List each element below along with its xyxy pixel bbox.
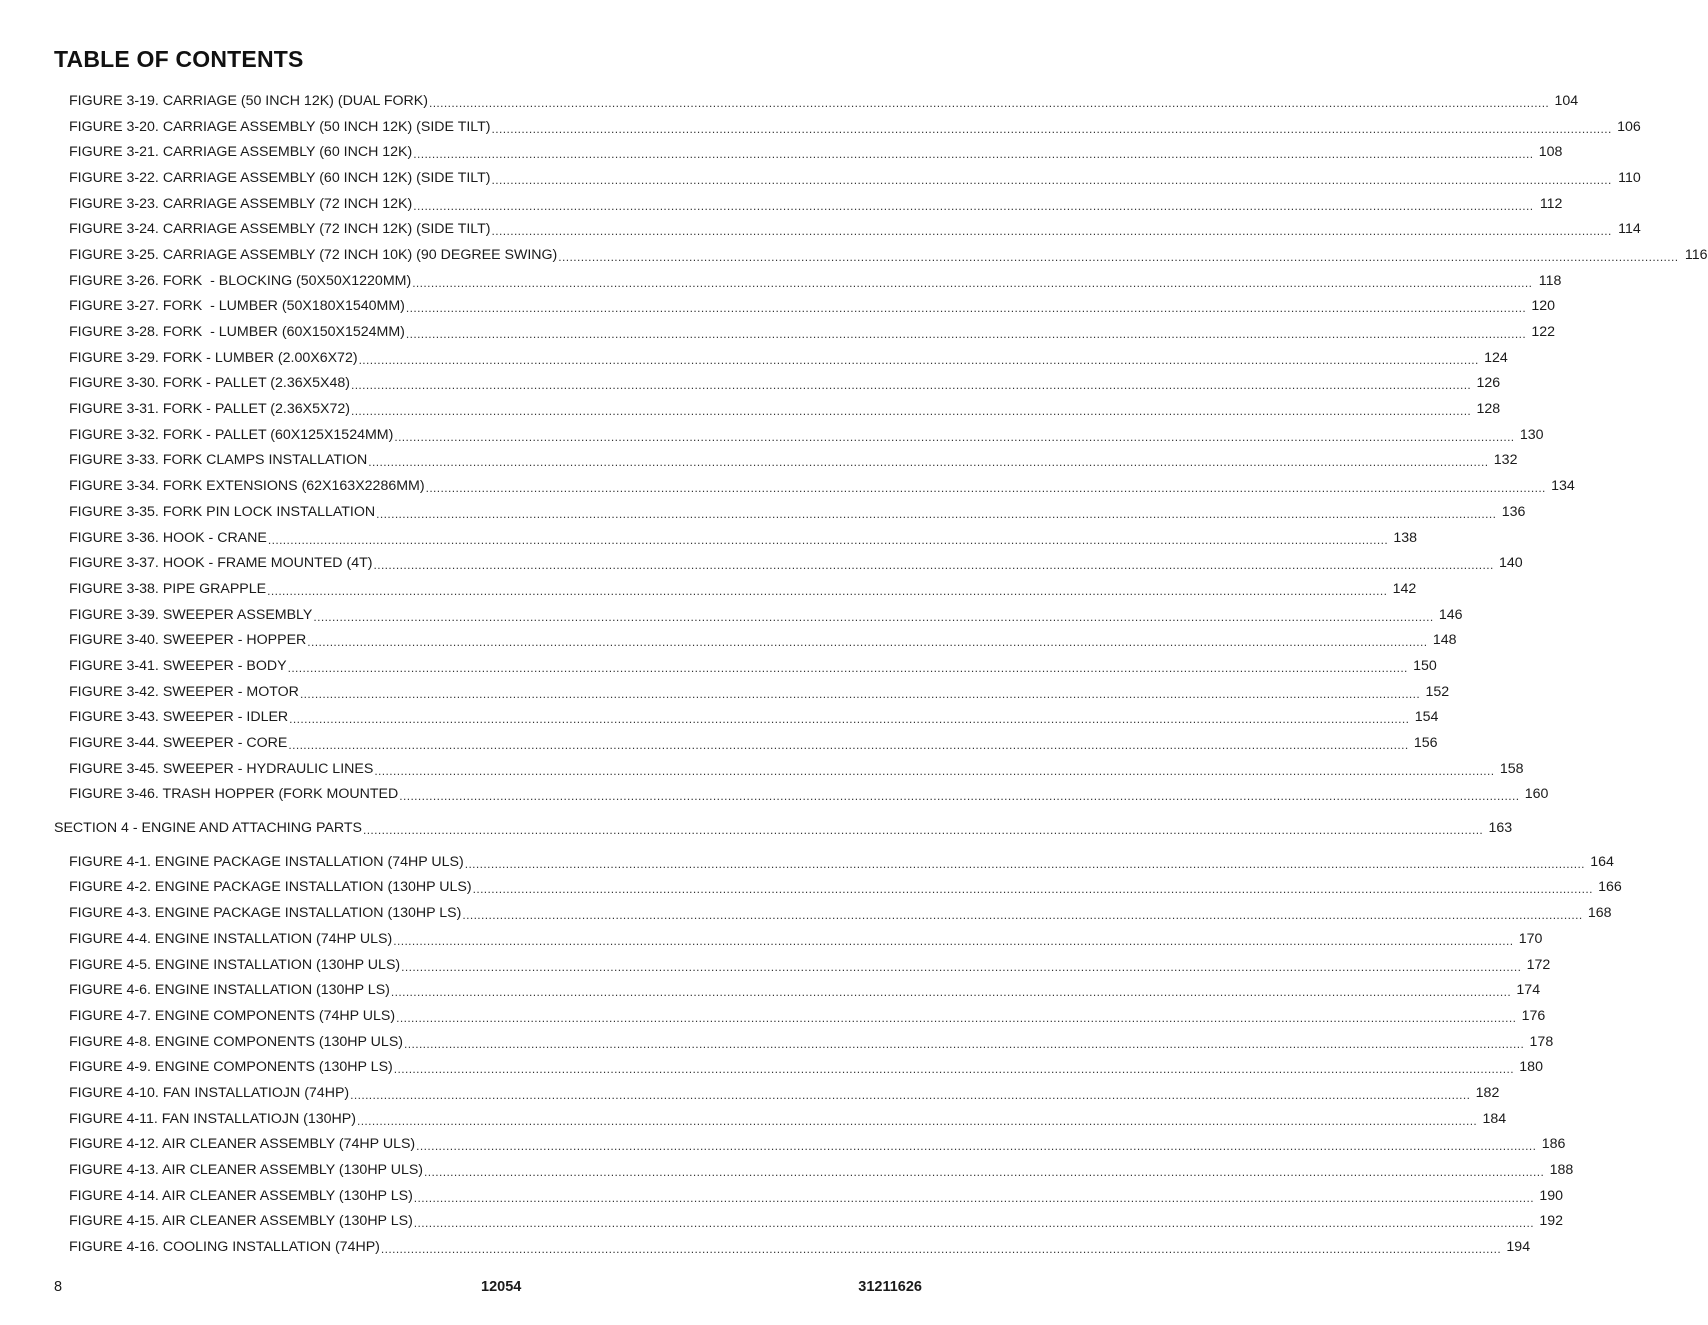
toc-entry-page: 160	[1524, 786, 1549, 803]
toc-leader-dots: ............................................................................................................................................................................................................................................................................................................	[405, 301, 1527, 316]
toc-entry-label: FIGURE 3-25. CARRIAGE ASSEMBLY (72 INCH 10K) (90 DEGREE SWING)	[69, 246, 558, 263]
toc-entry-page: 146	[1438, 606, 1463, 623]
toc-entry-page: 154	[1414, 709, 1439, 726]
toc-entry-label: FIGURE 3-40. SWEEPER - HOPPER	[69, 632, 307, 649]
toc-figure-entry[interactable]	[54, 550, 1523, 576]
toc-entry-page: 148	[1432, 632, 1457, 649]
toc-entry-page: 114	[1618, 221, 1641, 238]
toc-figure-entry[interactable]	[54, 396, 1501, 422]
toc-figure-entry[interactable]	[54, 242, 1708, 268]
toc-leader-dots: ............................................................................................................................................................................................................................................................................................................	[374, 763, 1495, 778]
toc-entry-page: 130	[1519, 426, 1544, 443]
toc-figure-entry[interactable]	[54, 1183, 1563, 1209]
toc-leader-dots: ............................................................................................................................................................................................................................................................................................................	[399, 789, 1520, 804]
toc-leader-dots: ............................................................................................................................................................................................................................................................................................................	[396, 1010, 1517, 1025]
toc-entry-label: FIGURE 4-11. FAN INSTALLATIOJN (130HP)	[69, 1110, 356, 1127]
toc-leader-dots: ............................................................................................................................................................................................................................................................................................................	[267, 532, 1389, 547]
toc-entry-label: FIGURE 3-44. SWEEPER - CORE	[69, 735, 288, 752]
toc-entry-label: FIGURE 3-39. SWEEPER ASSEMBLY	[69, 606, 313, 623]
toc-figure-entry[interactable]	[54, 756, 1524, 782]
toc-figure-entry[interactable]	[54, 1106, 1507, 1132]
toc-entry-page: 194	[1506, 1239, 1531, 1256]
footer-center-code: 12054	[481, 1279, 522, 1295]
toc-entry-label: FIGURE 4-15. AIR CLEANER ASSEMBLY (130HP LS)	[69, 1213, 413, 1230]
toc-leader-dots: ............................................................................................................................................................................................................................................................................................................	[358, 352, 1479, 367]
toc-entry-page: 132	[1493, 452, 1518, 469]
page-title: TABLE OF CONTENTS	[54, 46, 304, 72]
toc-entry-label: FIGURE 3-33. FORK CLAMPS INSTALLATION	[69, 452, 368, 469]
toc-entry-label: FIGURE 3-26. FORK - BLOCKING (50X50X1220MM)	[69, 272, 412, 289]
toc-figure-entry[interactable]	[54, 448, 1518, 474]
toc-figure-entry[interactable]	[54, 473, 1575, 499]
toc-entry-label: FIGURE 3-38. PIPE GRAPPLE	[69, 580, 267, 597]
toc-entry-label: FIGURE 3-37. HOOK - FRAME MOUNTED (4T)	[69, 555, 373, 572]
toc-entry-label: FIGURE 3-45. SWEEPER - HYDRAULIC LINES	[69, 760, 374, 777]
toc-entry-label: FIGURE 4-7. ENGINE COMPONENTS (74HP ULS)	[69, 1007, 396, 1024]
toc-figure-entry[interactable]	[54, 1054, 1543, 1080]
toc-entry-label: FIGURE 4-10. FAN INSTALLATIOJN (74HP)	[69, 1084, 350, 1101]
toc-entry-page: 192	[1539, 1213, 1563, 1230]
footer-page-number: 8	[54, 1279, 63, 1295]
toc-leader-dots: ............................................................................................................................................................................................................................................................................................................	[376, 506, 1497, 521]
toc-entry-label: FIGURE 3-43. SWEEPER - IDLER	[69, 709, 289, 726]
toc-entry-page: 128	[1476, 401, 1501, 418]
toc-entry-label: FIGURE 4-14. AIR CLEANER ASSEMBLY (130HP LS)	[69, 1187, 413, 1204]
toc-entry-page: 150	[1413, 657, 1437, 674]
table-of-contents	[54, 88, 1708, 1260]
toc-entry-label: FIGURE 3-41. SWEEPER - BODY	[69, 657, 287, 674]
toc-entry-page: 126	[1476, 375, 1501, 392]
toc-leader-dots: ............................................................................................................................................................................................................................................................................................................	[373, 558, 1494, 573]
toc-entry-label: FIGURE 4-9. ENGINE COMPONENTS (130HP LS)	[69, 1059, 393, 1076]
toc-entry-label: FIGURE 4-13. AIR CLEANER ASSEMBLY (130HP ULS)	[69, 1162, 424, 1179]
toc-entry-label: FIGURE 3-36. HOOK - CRANE	[69, 529, 267, 546]
toc-entry-label: FIGURE 3-31. FORK - PALLET (2.36X5X72)	[69, 401, 350, 418]
toc-figure-entry[interactable]	[54, 875, 1622, 901]
toc-entry-page: 112	[1539, 195, 1563, 212]
toc-leader-dots: ............................................................................................................................................................................................................................................................................................................	[350, 404, 1472, 419]
toc-entry-page: 106	[1617, 118, 1641, 135]
toc-entry-label: FIGURE 3-21. CARRIAGE ASSEMBLY (60 INCH 12K)	[69, 144, 413, 161]
toc-leader-dots: ............................................................................................................................................................................................................................................................................................................	[390, 985, 1512, 1000]
toc-figure-entry[interactable]	[54, 422, 1544, 448]
toc-figure-entry[interactable]	[54, 371, 1501, 397]
toc-leader-dots: ............................................................................................................................................................................................................................................................................................................	[424, 1165, 1545, 1180]
toc-entry-label: FIGURE 3-22. CARRIAGE ASSEMBLY (60 INCH 12K) (SIDE TILT)	[69, 169, 491, 186]
toc-entry-page: 138	[1393, 529, 1418, 546]
toc-leader-dots: ............................................................................................................................................................................................................................................................................................................	[307, 635, 1428, 650]
toc-figure-entry[interactable]	[54, 1003, 1546, 1029]
toc-leader-dots: ............................................................................................................................................................................................................................................................................................................	[350, 378, 1472, 393]
toc-figure-entry[interactable]	[54, 602, 1463, 628]
toc-figure-entry[interactable]	[54, 191, 1563, 217]
toc-entry-label: FIGURE 4-16. COOLING INSTALLATION (74HP)	[69, 1239, 380, 1256]
toc-leader-dots: ............................................................................................................................................................................................................................................................................................................	[289, 712, 1410, 727]
toc-figure-entry[interactable]	[54, 499, 1526, 525]
toc-entry-page: 188	[1549, 1162, 1574, 1179]
toc-leader-dots: ............................................................................................................................................................................................................................................................................................................	[313, 609, 1434, 624]
toc-entry-label: FIGURE 3-23. CARRIAGE ASSEMBLY (72 INCH 12K)	[69, 195, 413, 212]
toc-entry-label: FIGURE 3-24. CARRIAGE ASSEMBLY (72 INCH 12K) (SIDE TILT)	[69, 221, 491, 238]
toc-figure-entry[interactable]	[54, 1080, 1500, 1106]
toc-entry-label: FIGURE 3-29. FORK - LUMBER (2.00X6X72)	[69, 349, 358, 366]
toc-entry-page: 180	[1519, 1059, 1543, 1076]
toc-leader-dots: ............................................................................................................................................................................................................................................................................................................	[491, 224, 1612, 239]
toc-entry-label: FIGURE 4-5. ENGINE INSTALLATION (130HP ULS)	[69, 956, 401, 973]
toc-entry-page: 120	[1531, 298, 1556, 315]
toc-leader-dots: ............................................................................................................................................................................................................................................................................................................	[394, 429, 1515, 444]
toc-leader-dots: ............................................................................................................................................................................................................................................................................................................	[287, 660, 1408, 675]
toc-leader-dots: ............................................................................................................................................................................................................................................................................................................	[368, 455, 1489, 470]
toc-figure-entry[interactable]	[54, 139, 1563, 165]
toc-entry-page: 184	[1482, 1110, 1507, 1127]
toc-entry-label: FIGURE 3-19. CARRIAGE (50 INCH 12K) (DUAL FORK)	[69, 92, 428, 109]
toc-leader-dots: ............................................................................................................................................................................................................................................................................................................	[356, 1113, 1478, 1128]
toc-figure-entry[interactable]	[54, 88, 1579, 114]
toc-entry-page: 170	[1518, 930, 1543, 947]
toc-leader-dots: ............................................................................................................................................................................................................................................................................................................	[413, 1190, 1534, 1205]
toc-leader-dots: ............................................................................................................................................................................................................................................................................................................	[405, 327, 1527, 342]
toc-figure-entry[interactable]	[54, 114, 1641, 140]
toc-figure-entry[interactable]	[54, 1157, 1574, 1183]
toc-entry-label: FIGURE 3-32. FORK - PALLET (60X125X1524MM)	[69, 426, 394, 443]
toc-entry-label: FIGURE 4-12. AIR CLEANER ASSEMBLY (74HP ULS)	[69, 1136, 416, 1153]
toc-figure-entry[interactable]	[54, 1132, 1566, 1158]
toc-entry-label: FIGURE 4-3. ENGINE PACKAGE INSTALLATION (130HP LS)	[69, 905, 462, 922]
toc-entry-label: FIGURE 3-20. CARRIAGE ASSEMBLY (50 INCH 12K) (SIDE TILT)	[69, 118, 491, 135]
toc-entry-page: 104	[1554, 92, 1579, 109]
toc-leader-dots: ............................................................................................................................................................................................................................................................................................................	[362, 823, 1484, 838]
toc-leader-dots: ............................................................................................................................................................................................................................................................................................................	[462, 908, 1583, 923]
toc-entry-page: 190	[1539, 1187, 1563, 1204]
toc-figure-entry[interactable]	[54, 1234, 1531, 1260]
toc-figure-entry[interactable]	[54, 165, 1641, 191]
toc-entry-page: 174	[1516, 982, 1541, 999]
toc-entry-label: FIGURE 4-1. ENGINE PACKAGE INSTALLATION (74HP ULS)	[69, 853, 464, 870]
toc-entry-page: 168	[1587, 905, 1612, 922]
toc-leader-dots: ............................................................................................................................................................................................................................................................................................................	[413, 147, 1534, 162]
toc-leader-dots: ............................................................................................................................................................................................................................................................................................................	[558, 249, 1679, 264]
page-footer	[54, 1279, 922, 1299]
toc-leader-dots: ............................................................................................................................................................................................................................................................................................................	[425, 481, 1546, 496]
toc-entry-page: 152	[1425, 683, 1450, 700]
toc-leader-dots: ............................................................................................................................................................................................................................................................................................................	[464, 856, 1585, 871]
toc-figure-entry[interactable]	[54, 679, 1450, 705]
toc-entry-page: 134	[1551, 478, 1575, 495]
toc-entry-label: FIGURE 4-6. ENGINE INSTALLATION (130HP LS)	[69, 982, 390, 999]
toc-figure-entry[interactable]	[54, 216, 1641, 242]
toc-figure-entry[interactable]	[54, 782, 1549, 808]
toc-entry-page: 108	[1538, 144, 1563, 161]
toc-entry-page: 136	[1501, 503, 1526, 520]
toc-leader-dots: ............................................................................................................................................................................................................................................................................................................	[288, 738, 1409, 753]
toc-entry-page: 186	[1541, 1136, 1566, 1153]
toc-leader-dots: ............................................................................................................................................................................................................................................................................................................	[472, 882, 1593, 897]
toc-leader-dots: ............................................................................................................................................................................................................................................................................................................	[413, 198, 1534, 213]
toc-entry-page: 118	[1538, 272, 1562, 289]
toc-figure-entry[interactable]	[54, 319, 1556, 345]
toc-leader-dots: ............................................................................................................................................................................................................................................................................................................	[428, 95, 1550, 110]
toc-leader-dots: ............................................................................................................................................................................................................................................................................................................	[491, 121, 1612, 136]
toc-figure-entry[interactable]	[54, 705, 1439, 731]
toc-leader-dots: ............................................................................................................................................................................................................................................................................................................	[299, 686, 1421, 701]
toc-figure-entry[interactable]	[54, 1209, 1563, 1235]
toc-figure-entry[interactable]	[54, 730, 1438, 756]
toc-entry-page: 156	[1413, 735, 1438, 752]
toc-entry-label: SECTION 4 - ENGINE AND ATTACHING PARTS	[54, 820, 362, 837]
toc-entry-page: 116	[1684, 246, 1708, 263]
toc-entry-page: 124	[1484, 349, 1508, 366]
toc-figure-entry[interactable]	[54, 653, 1437, 679]
toc-figure-entry[interactable]	[54, 627, 1457, 653]
toc-entry-page: 140	[1499, 555, 1523, 572]
toc-leader-dots: ............................................................................................................................................................................................................................................................................................................	[491, 172, 1612, 187]
toc-entry-page: 110	[1618, 169, 1641, 186]
toc-leader-dots: ............................................................................................................................................................................................................................................................................................................	[380, 1242, 1502, 1257]
toc-entry-label: FIGURE 3-35. FORK PIN LOCK INSTALLATION	[69, 503, 376, 520]
toc-entry-label: FIGURE 3-27. FORK - LUMBER (50X180X1540MM)	[69, 298, 405, 315]
toc-figure-entry[interactable]	[54, 525, 1418, 551]
toc-entry-label: FIGURE 4-4. ENGINE INSTALLATION (74HP ULS)	[69, 930, 393, 947]
toc-figure-entry[interactable]	[54, 576, 1417, 602]
toc-figure-entry[interactable]	[54, 1029, 1554, 1055]
footer-document-number: 31211626	[858, 1279, 922, 1295]
toc-entry-label: FIGURE 4-2. ENGINE PACKAGE INSTALLATION (130HP ULS)	[69, 879, 472, 896]
toc-entry-label: FIGURE 3-46. TRASH HOPPER (FORK MOUNTED	[69, 786, 399, 803]
toc-figure-entry[interactable]	[54, 926, 1543, 952]
toc-entry-page: 166	[1598, 879, 1622, 896]
toc-figure-entry[interactable]	[54, 268, 1562, 294]
toc-figure-entry[interactable]	[54, 849, 1614, 875]
toc-entry-page: 158	[1499, 760, 1524, 777]
toc-entry-page: 122	[1531, 324, 1556, 341]
toc-figure-entry[interactable]	[54, 977, 1541, 1003]
toc-section-entry[interactable]	[54, 815, 1513, 841]
toc-entry-page: 163	[1488, 820, 1513, 837]
toc-leader-dots: ............................................................................................................................................................................................................................................................................................................	[267, 583, 1388, 598]
toc-leader-dots: ............................................................................................................................................................................................................................................................................................................	[393, 933, 1514, 948]
toc-leader-dots: ............................................................................................................................................................................................................................................................................................................	[416, 1139, 1537, 1154]
toc-figure-entry[interactable]	[54, 294, 1556, 320]
toc-entry-page: 178	[1529, 1033, 1554, 1050]
toc-figure-entry[interactable]	[54, 900, 1612, 926]
toc-leader-dots: ............................................................................................................................................................................................................................................................................................................	[413, 1216, 1534, 1231]
toc-leader-dots: ............................................................................................................................................................................................................................................................................................................	[401, 959, 1522, 974]
toc-entry-page: 172	[1526, 956, 1551, 973]
toc-entry-label: FIGURE 3-30. FORK - PALLET (2.36X5X48)	[69, 375, 350, 392]
toc-entry-label: FIGURE 3-34. FORK EXTENSIONS (62X163X2286MM)	[69, 478, 425, 495]
toc-entry-label: FIGURE 3-42. SWEEPER - MOTOR	[69, 683, 299, 700]
toc-leader-dots: ............................................................................................................................................................................................................................................................................................................	[350, 1087, 1471, 1102]
toc-leader-dots: ............................................................................................................................................................................................................................................................................................................	[404, 1036, 1525, 1051]
toc-entry-label: FIGURE 4-8. ENGINE COMPONENTS (130HP ULS)	[69, 1033, 404, 1050]
toc-entry-page: 164	[1590, 853, 1614, 870]
toc-figure-entry[interactable]	[54, 345, 1508, 371]
toc-entry-page: 176	[1521, 1007, 1546, 1024]
toc-figure-entry[interactable]	[54, 952, 1551, 978]
toc-entry-page: 142	[1392, 580, 1417, 597]
toc-entry-label: FIGURE 3-28. FORK - LUMBER (60X150X1524MM)	[69, 324, 405, 341]
toc-leader-dots: ............................................................................................................................................................................................................................................................................................................	[412, 275, 1533, 290]
toc-entry-page: 182	[1475, 1084, 1500, 1101]
toc-leader-dots: ............................................................................................................................................................................................................................................................................................................	[393, 1062, 1514, 1077]
